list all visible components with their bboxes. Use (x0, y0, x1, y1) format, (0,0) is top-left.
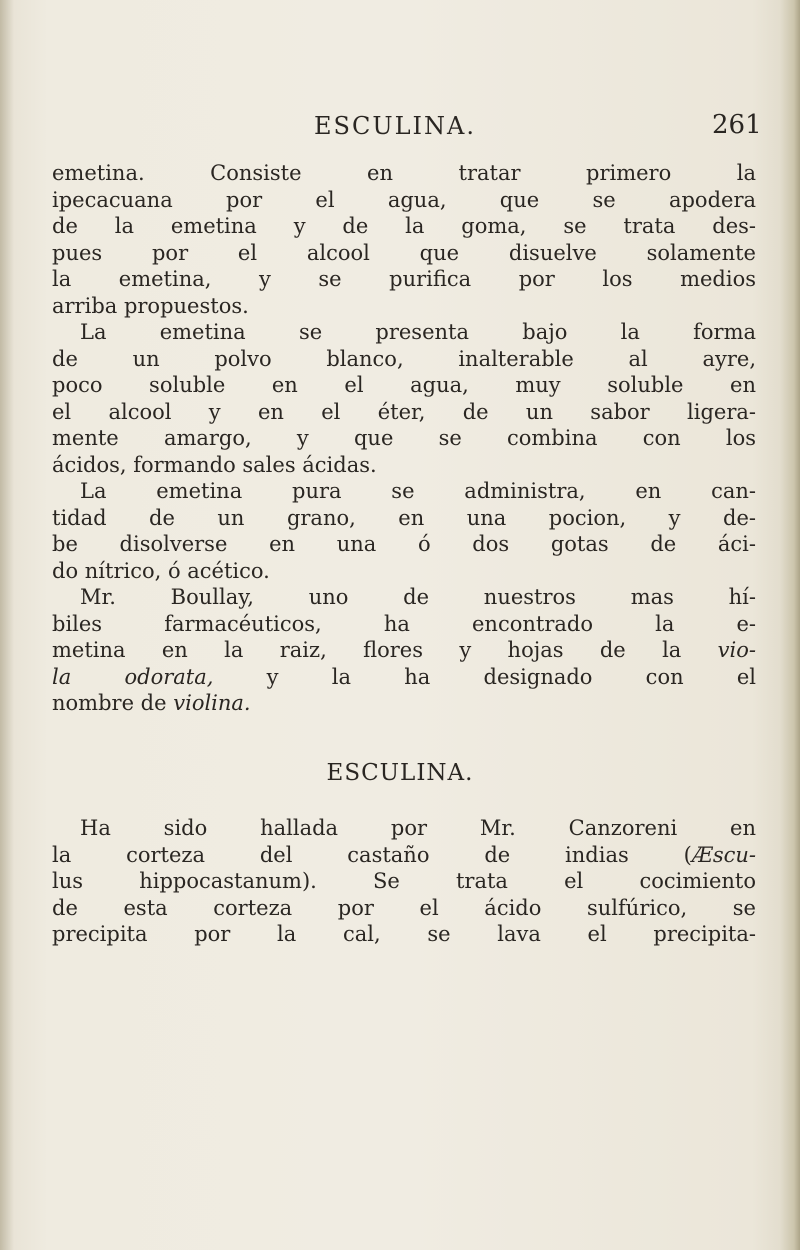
text-line: pues por el alcool que disuelve solamente (52, 240, 756, 265)
text-line: Mr. Boullay, uno de nuestros mas hí- (80, 585, 756, 609)
italic-term: violina. (173, 691, 251, 715)
text-line: de la emetina y de la goma, se trata des- (52, 214, 756, 238)
page-shadow-left (0, 0, 14, 1250)
text-line: ipecacuana por el agua, que se apodera (52, 187, 756, 212)
section-heading: ESCULINA. (326, 760, 474, 786)
text-line: la emetina, y se purifica por los medios (52, 267, 756, 291)
italic-term: vio- (717, 638, 756, 662)
text-line: do nítrico, ó acético. (52, 558, 270, 583)
running-title: ESCULINA. (314, 112, 476, 140)
text-line: precipita por la cal, se lava el precipita- (52, 922, 756, 946)
text-line (52, 690, 756, 717)
text-line: tidad de un grano, en una pocion, y de- (52, 505, 756, 530)
text-line: de un polvo blanco, inalterable al ayre, (52, 346, 756, 371)
text-line: be disolverse en una ó dos gotas de áci- (52, 532, 756, 556)
text-line: La emetina pura se administra, en can- (80, 479, 756, 503)
body-text (52, 160, 756, 717)
italic-term: Æscu- (691, 842, 756, 867)
text-line: emetina. Consiste en tratar primero la (52, 161, 756, 185)
text-fragment: nombre de (52, 691, 167, 715)
text-line: Ha sido hallada por Mr. Canzoreni en (80, 816, 756, 840)
text-line: arriba propuestos. (52, 293, 249, 318)
text-line: lus hippocastanum). Se trata el cocimiento (52, 869, 756, 893)
text-fragment: la corteza del castaño de indias ( (52, 842, 692, 867)
text-line: biles farmacéuticos, ha encontrado la e- (52, 611, 756, 636)
italic-term: odorata, (124, 664, 214, 689)
text-line: ácidos, formando sales ácidas. (52, 452, 377, 477)
text-line: poco soluble en el agua, muy soluble en (52, 373, 756, 397)
text-fragment: metina en la raiz, flores y hojas de la (52, 638, 682, 662)
text-line: La emetina se presenta bajo la forma (80, 320, 756, 344)
text-line: mente amargo, y que se combina con los (52, 426, 756, 450)
page-shadow-right (780, 0, 800, 1250)
text-line: la odorata, y la ha designado con el (52, 664, 756, 689)
page-number: 261 (712, 110, 762, 140)
text-line: de esta corteza por el ácido sulfúrico, se (52, 895, 756, 920)
italic-term: la (52, 664, 72, 689)
section-body-text (52, 815, 756, 948)
text-line (52, 842, 756, 869)
text-line (52, 637, 756, 664)
text-line: el alcool y en el éter, de un sabor ligera- (52, 399, 756, 424)
